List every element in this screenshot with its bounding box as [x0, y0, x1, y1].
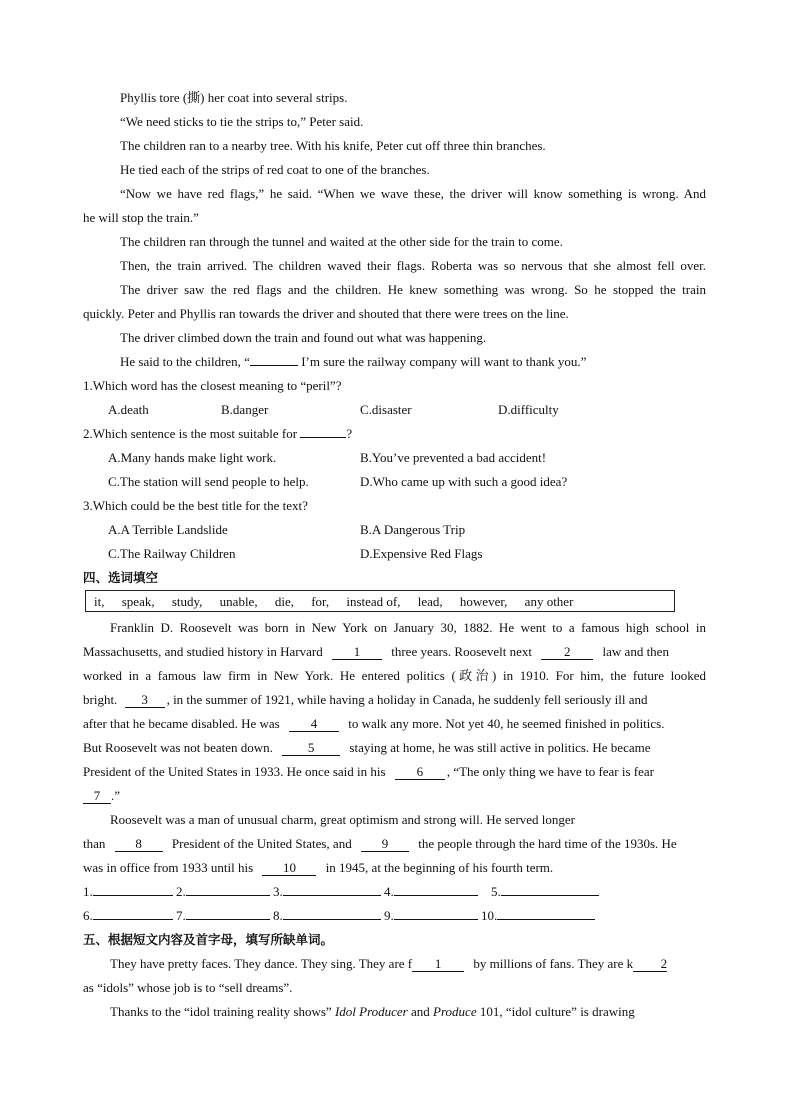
passage-text: to walk any more. Not yet 40, he seemed finished in politics. — [348, 716, 665, 731]
word-bank-item: for, — [311, 594, 330, 609]
question-2-blank[interactable] — [300, 437, 346, 438]
blank-9[interactable]: 9 — [361, 837, 409, 852]
passage-text: the people through the hard time of the 1930s. He — [418, 836, 677, 851]
answer-blank-5[interactable] — [501, 895, 599, 896]
story-line-3: The children ran to a nearby tree. With his knife, Peter cut off three thin branches. — [120, 138, 546, 153]
passage-text: by millions of fans. They are k — [473, 956, 634, 971]
passage-text: three years. Roosevelt next — [391, 644, 533, 659]
answer-blank-8[interactable] — [283, 919, 381, 920]
question-2-stem — [83, 426, 352, 442]
story-line-7: The children ran through the tunnel and waited at the other side for the train to come. — [120, 234, 563, 249]
answer-blank-1[interactable] — [93, 895, 173, 896]
story-quote-end: I’m sure the railway company will want to thank you.” — [297, 354, 587, 369]
answer-label: 6. — [83, 908, 93, 923]
answer-blank-3[interactable] — [283, 895, 381, 896]
blank-10[interactable]: 10 — [262, 861, 316, 876]
question-1-stem: 1.Which word has the closest meaning to “peril”? — [83, 378, 342, 393]
word-bank-item: study, — [171, 594, 203, 609]
story-quote-blank[interactable] — [250, 365, 298, 366]
passage-4-line-1: Franklin D. Roosevelt was born in New York on January 30, 1882. He went to a famous high school in — [110, 620, 706, 635]
question-1-option-b[interactable]: B.danger — [221, 402, 269, 417]
word-bank-item: lead, — [417, 594, 443, 609]
word-bank-item: instead of, — [346, 594, 401, 609]
blank-1[interactable]: 1 — [332, 645, 382, 660]
story-line-12 — [120, 354, 586, 370]
answer-label: 8. — [273, 908, 283, 923]
answer-label: 7. — [176, 908, 186, 923]
passage-4-line-5 — [83, 716, 664, 732]
blank-4[interactable]: 4 — [289, 717, 339, 732]
story-quote-start: He said to the children, “ — [120, 354, 250, 369]
answer-label: 2. — [176, 884, 186, 899]
passage-text: They have pretty faces. They dance. They sing. They are f — [110, 956, 413, 971]
blank-3[interactable]: 3 — [125, 693, 165, 708]
passage-text: President of the United States in 1933. He once said in his — [83, 764, 386, 779]
question-2-option-d[interactable]: D.Who came up with such a good idea? — [360, 474, 568, 489]
answer-label: 5. — [491, 884, 501, 899]
passage-text: law and then — [602, 644, 669, 659]
word-bank-box — [85, 590, 675, 612]
question-1-option-a[interactable]: A.death — [108, 402, 149, 417]
blank-5[interactable]: 5 — [282, 741, 340, 756]
passage-text: than — [83, 836, 106, 851]
answer-label: 10. — [481, 908, 498, 923]
question-3-option-d[interactable]: D.Expensive Red Flags — [360, 546, 483, 561]
passage-text: But Roosevelt was not beaten down. — [83, 740, 273, 755]
question-1-option-c[interactable]: C.disaster — [360, 402, 412, 417]
question-2-option-a[interactable]: A.Many hands make light work. — [108, 450, 277, 465]
passage-4-p2-line-2 — [83, 836, 677, 852]
passage-text: 101, “idol culture” is drawing — [479, 1004, 635, 1019]
passage-4-line-4 — [83, 692, 647, 708]
answer-blank-4[interactable] — [394, 895, 478, 896]
passage-5-line-3 — [110, 1004, 635, 1020]
question-2-option-b[interactable]: B.You’ve prevented a bad accident! — [360, 450, 547, 465]
section5-blank-1[interactable]: 1 — [412, 957, 464, 972]
question-1-option-d[interactable]: D.difficulty — [498, 402, 559, 417]
passage-text: after that he became disabled. He was — [83, 716, 280, 731]
answer-label: 3. — [273, 884, 283, 899]
passage-text: .” — [111, 788, 121, 803]
story-line-4: He tied each of the strips of red coat to one of the branches. — [120, 162, 430, 177]
answer-blank-7[interactable] — [186, 919, 270, 920]
passage-text: Thanks to the “idol training reality shows” — [110, 1004, 332, 1019]
story-line-2: “We need sticks to tie the strips to,” Peter said. — [120, 114, 364, 129]
answer-blank-10[interactable] — [497, 919, 595, 920]
question-3-option-b[interactable]: B.A Dangerous Trip — [360, 522, 466, 537]
word-bank-item: unable, — [219, 594, 258, 609]
section5-blank-2[interactable]: 2 — [633, 957, 667, 972]
passage-text: bright. — [83, 692, 118, 707]
passage-text: Massachusetts, and studied history in Harvard — [83, 644, 323, 659]
answer-blank-6[interactable] — [93, 919, 173, 920]
blank-7[interactable]: 7 — [83, 789, 111, 804]
question-2-stem-end: ? — [346, 426, 353, 441]
passage-4-line-3: worked in a famous law firm in New York. He entered politics (政治) in 1910. For him, the future looked — [83, 668, 706, 683]
story-line-11: The driver climbed down the train and found out what was happening. — [120, 330, 487, 345]
answer-blank-9[interactable] — [394, 919, 478, 920]
answer-blank-2[interactable] — [186, 895, 270, 896]
answer-label: 1. — [83, 884, 93, 899]
word-bank-item: any other — [524, 594, 574, 609]
story-line-10: quickly. Peter and Phyllis ran towards the driver and shouted that there were trees on the line. — [83, 306, 569, 321]
word-bank-item: it, — [94, 594, 105, 609]
question-3-option-a[interactable]: A.A Terrible Landslide — [108, 522, 228, 537]
question-2-stem-text: 2.Which sentence is the most suitable for — [83, 426, 301, 441]
blank-6[interactable]: 6 — [395, 765, 445, 780]
story-line-5: “Now we have red flags,” he said. “When we wave these, the driver will know something is wrong. And — [120, 186, 706, 201]
word-bank — [94, 594, 587, 610]
passage-5-line-2: as “idols” whose job is to “sell dreams”. — [83, 980, 293, 995]
passage-text: staying at home, he was still active in politics. He became — [349, 740, 651, 755]
passage-4-p2-line-3 — [83, 860, 553, 876]
passage-4-line-2 — [83, 644, 669, 660]
answer-row-1 — [83, 884, 599, 900]
answer-row-2 — [83, 908, 595, 924]
passage-text: President of the United States, and — [171, 836, 352, 851]
blank-8[interactable]: 8 — [115, 837, 163, 852]
answer-label: 9. — [384, 908, 394, 923]
word-bank-item: speak, — [121, 594, 155, 609]
story-line-9: The driver saw the red flags and the children. He knew something was wrong. So he stopped the train — [120, 282, 706, 297]
story-line-8: Then, the train arrived. The children waved their flags. Roberta was so nervous that she almost fell over. — [120, 258, 706, 273]
word-bank-item: however, — [459, 594, 508, 609]
word-bank-item: die, — [274, 594, 294, 609]
question-2-option-c[interactable]: C.The station will send people to help. — [108, 474, 309, 489]
blank-2[interactable]: 2 — [541, 645, 593, 660]
question-3-option-c[interactable]: C.The Railway Children — [108, 546, 236, 561]
passage-text: was in office from 1933 until his — [83, 860, 254, 875]
answer-label: 4. — [384, 884, 394, 899]
passage-4-p2-line-1: Roosevelt was a man of unusual charm, great optimism and strong will. He served longer — [110, 812, 576, 827]
passage-4-line-6 — [83, 740, 651, 756]
show-title: Produce — [433, 1004, 477, 1019]
question-3-stem: 3.Which could be the best title for the text? — [83, 498, 308, 513]
passage-4-line-7 — [83, 764, 654, 780]
passage-4-line-8 — [83, 788, 120, 804]
story-line-1: Phyllis tore (撕) her coat into several strips. — [120, 90, 348, 105]
passage-text: , “The only thing we have to fear is fear — [446, 764, 655, 779]
passage-5-line-1 — [110, 956, 667, 972]
passage-text: , in the summer of 1921, while having a holiday in Canada, he suddenly fell seriously ill and — [166, 692, 648, 707]
section-5-heading: 五、根据短文内容及首字母，填写所缺单词。 — [83, 932, 334, 947]
passage-text: and — [411, 1004, 430, 1019]
show-title: Idol Producer — [334, 1004, 408, 1019]
story-line-6: he will stop the train.” — [83, 210, 199, 225]
passage-text: in 1945, at the beginning of his fourth term. — [325, 860, 554, 875]
section-4-heading: 四、选词填空 — [83, 570, 159, 585]
